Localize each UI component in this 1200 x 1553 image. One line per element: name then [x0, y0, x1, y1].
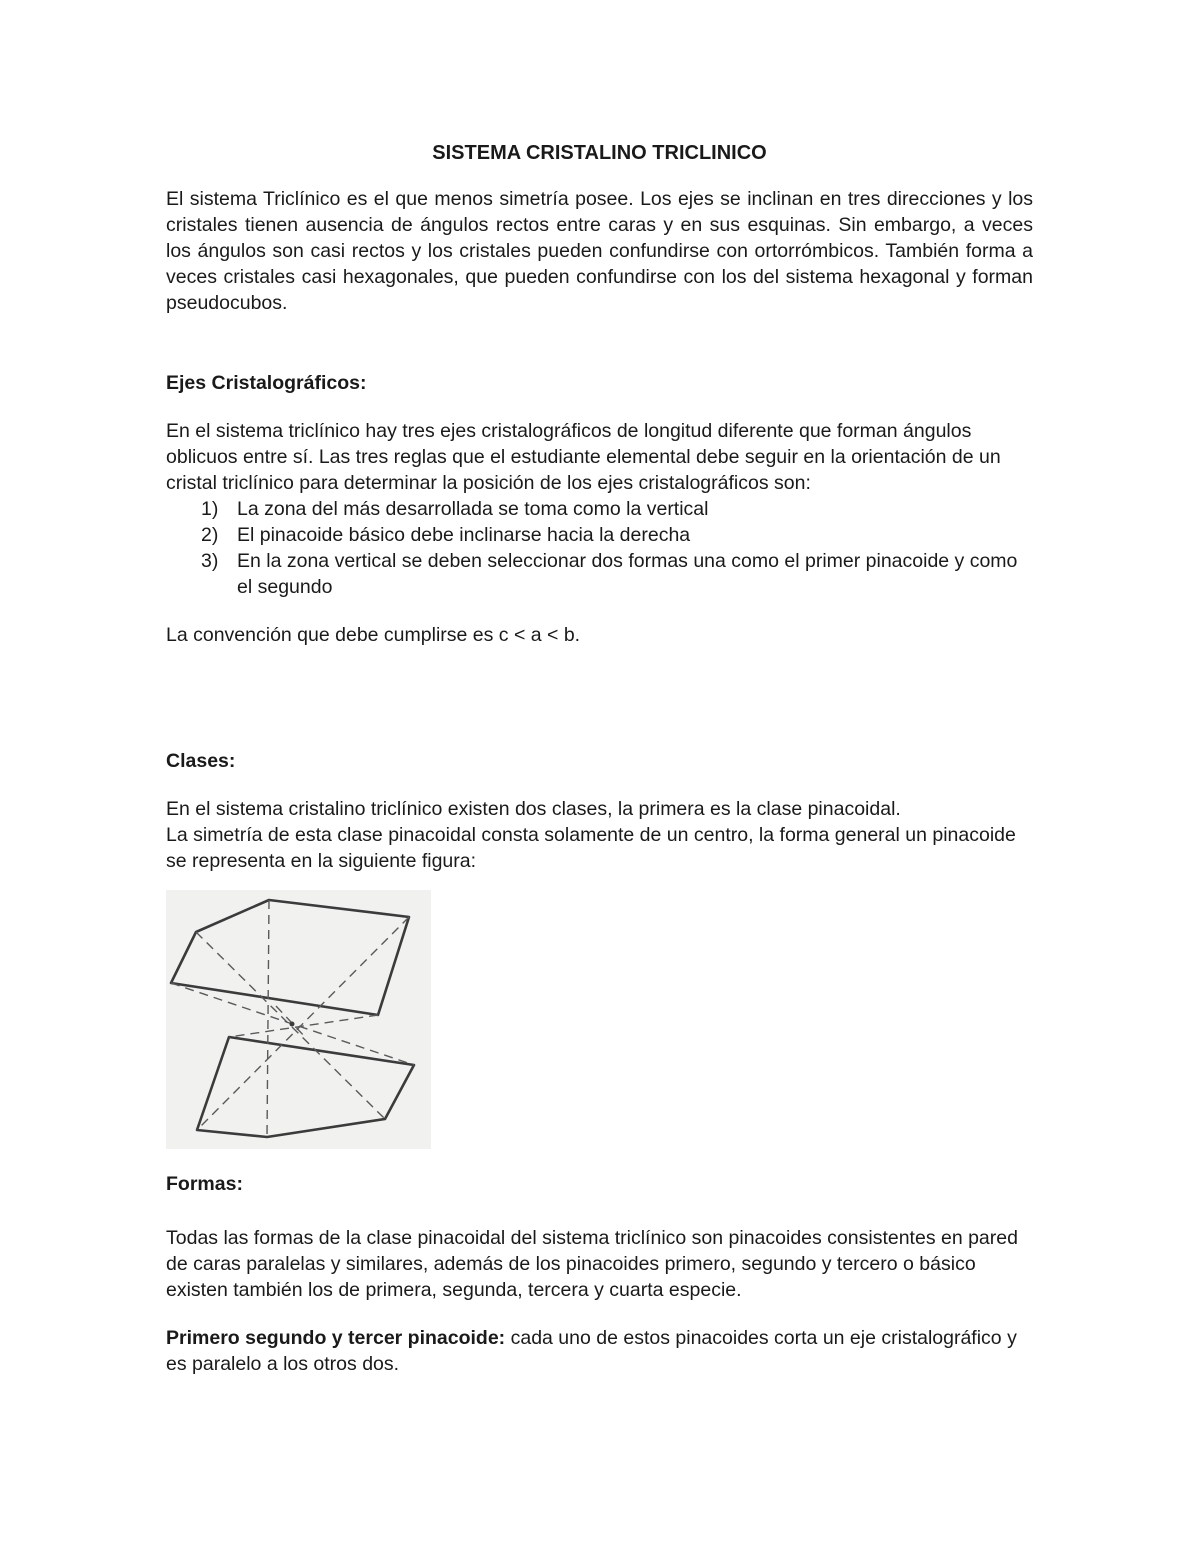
list-text: El pinacoide básico debe inclinarse hacia la derecha — [237, 524, 691, 546]
pinacoide-label: Primero segundo y tercer pinacoide: — [166, 1327, 506, 1349]
intro-paragraph: El sistema Triclínico es el que menos simetría posee. Los ejes se inclinan en tres direcciones y los cristales tienen ausencia de ángulos rectos entre caras y en sus esquinas. Sin embargo, a veces los ángulos son casi rectos y los cristales pueden confundirse con ortorrómbicos. También forma a veces cristales casi hexagonales, que pueden confundirse con los del sistema hexagonal y forman pseudocubos. — [166, 188, 1033, 314]
list-item — [166, 522, 1033, 548]
list-text: En la zona vertical se deben seleccionar dos formas una como el primer pinacoide y como el segundo — [237, 550, 1018, 598]
pinacoid-figure — [166, 890, 431, 1149]
clases-heading: Clases: — [166, 750, 236, 772]
page-title: SISTEMA CRISTALINO TRICLINICO — [432, 142, 767, 164]
ejes-heading: Ejes Cristalográficos: — [166, 372, 367, 394]
formas-paragraph: Todas las formas de la clase pinacoidal del sistema triclínico son pinacoides consistentes en pared de caras paralelas y similares, además de los pinacoides primero, segundo y tercero o básico existen también los de primera, segunda, tercera y cuarta especie. — [166, 1227, 1018, 1301]
upper-face — [171, 900, 409, 1015]
list-number: 3) — [201, 550, 219, 572]
list-item — [166, 496, 1033, 522]
convention-line: La convención que debe cumplirse es c < a < b. — [166, 624, 581, 646]
list-text: La zona del más desarrollada se toma como la vertical — [237, 498, 709, 520]
clases-line-1: En el sistema cristalino triclínico existen dos clases, la primera es la clase pinacoidal. — [166, 798, 901, 820]
formas-heading: Formas: — [166, 1173, 243, 1195]
lower-face — [197, 1037, 414, 1137]
list-item — [166, 548, 1033, 600]
pinacoide-text: cada uno de estos pinacoides corta un eje cristalográfico y es paralelo a los otros dos. — [166, 1327, 1017, 1375]
pinacoide-paragraph — [166, 1325, 1033, 1377]
list-number: 2) — [201, 524, 219, 546]
ejes-paragraph: En el sistema triclínico hay tres ejes cristalográficos de longitud diferente que forman ángulos oblicuos entre sí. Las tres reglas que el estudiante elemental debe seguir en la orientación de un cristal triclínico para determinar la posición de los ejes cristalográficos son: — [166, 420, 1001, 494]
document-body — [166, 140, 1033, 1377]
pinacoid-drawing — [166, 890, 431, 1149]
clases-line-2: La simetría de esta clase pinacoidal consta solamente de un centro, la forma general un pinacoide se representa en la siguiente figura: — [166, 824, 1016, 872]
center-point — [290, 1022, 295, 1027]
rules-list — [166, 496, 1033, 600]
list-number: 1) — [201, 498, 219, 520]
